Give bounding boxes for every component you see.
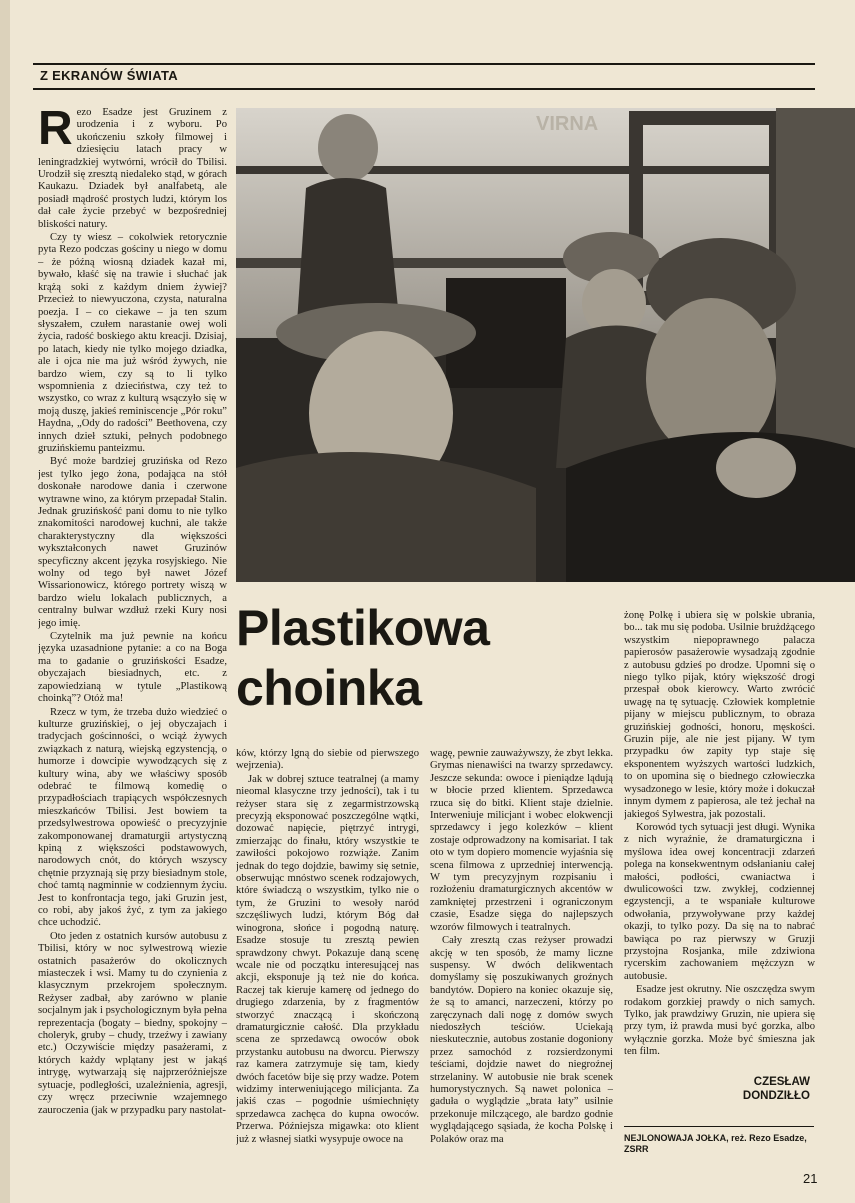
top-rule bbox=[33, 63, 815, 65]
headline-line-2: choinka bbox=[236, 660, 422, 716]
paragraph: Czytelnik ma już pewnie na końcu języka uzasadnione pytanie: a co na Boga ma to gadanie o gruzińskości Esadze, obyczajach biesiadnych, etc. z zapowiedzianą w tytule „Plastikową choinką”? Otóż ma! bbox=[38, 631, 227, 705]
bus-passengers-image bbox=[236, 108, 855, 582]
article-column-3 bbox=[430, 748, 613, 1156]
page-number: 21 bbox=[803, 1171, 818, 1186]
paragraph: wagę, pewnie zauważywszy, że zbyt lekka. Grymas nienawiści na twarzy sprzedawcy. Jeszcze sekunda: owoce i pieniądze lądują w błocie przed klientem. Sprzedawca rzuca się do bitki. Klient staje dzielnie. Interweniuje milicjant i wobec elokwencji sprzedawcy i jego kolezków – klient zostaje odprowadzony na komisariat. I tak oto w tym dopiero momencie wyjaśnia się scena filmowa z uprzedniej interwencją. W tym precyzyjnym rozpisaniu i rozłożeniu dramaturgicznych akcentów w zamkniętej przestrzeni i ograniczonym czasie, Esadze sięga do najlepszych wzorów filmowych i teatralnych. bbox=[430, 748, 613, 933]
author-last-name: DONDZIŁŁO bbox=[742, 1090, 810, 1102]
paragraph: ków, którzy lgną do siebie od pierwszego wejrzenia). bbox=[236, 748, 419, 772]
film-still-photo bbox=[236, 108, 855, 582]
paragraph: Rezo Esadze jest Gruzinem z urodzenia i z wyboru. Po ukończeniu szkoły filmowej i dziesięciu latach pracy w leningradzkiej wytwórni, wrócił do Tbilisi. Urodził się zresztą niedaleko stąd, w górach Kaukazu. Dziadek był analfabetą, ale posiadł mądrość prostych ludzi, którym los dał całe życie przebyć w bezpośredniej bliskości natury. bbox=[38, 107, 227, 230]
paragraph: Korowód tych sytuacji jest długi. Wynika z nich wyraźnie, że dramaturgiczna i myślowa idea owej koncentracji zdarzeń polega na konsekwentnym odsłanianiu całej małości, podłości, cwaniactwa i dwulicowości tzw. zwykłej, codziennej egzystencji, a te wspaniałe kulturowe odwołania, przywoływane przy każdej okazji, to tylko pozy. Da się na to nabrać bawiąca po raz pierwszy w Gruzji przystojna Rosjanka, mile zdziwiona rycerskim zachowaniem mężczyzn w autobusie. bbox=[624, 821, 815, 982]
article-column-4 bbox=[624, 610, 815, 1070]
bus-sign-text: VIRNA bbox=[536, 113, 599, 135]
author-first-name: CZESŁAW bbox=[753, 1076, 810, 1088]
paragraph: Czy ty wiesz – cokolwiek retorycznie pyta Rezo podczas gościny u niego w domu – że późną wiosną dziadek kazał mi, bywało, kłaść się na trawie i słuchać jak krążą soki z każdym dniem żywiej? Przecież to niewyuczona, czysta, naturalna poezja. I – co ciekawe – ja ten szum słyszałem, czułem narastanie owej woli życia, radość boskiego aktu kreacji. Dzisiaj, po latach, kiedy nie tylko mojego dziadka, ale i ojca nie ma już wśród żywych, nie bardzo wiem, czy są to li tylko wspomnienia z dzieciństwa, czy też to wszystko, co wraz z kulturą wsączyło się w moją duszę, jakieś reminiscencje „Pór roku” Haydna, „Ody do radości” Beethovena, czy innych dzieł sztuki, pełnych podobnego gruzińskiemu panteizmu. bbox=[38, 232, 227, 454]
paragraph: żonę Polkę i ubiera się w polskie ubrania, bo... tak mu się podoba. Usilnie brużdżącego wszystkim niepoprawnego palacza papierosów pasażerowie wysadzają zgodnie z autobusu gdzieś po drodze. Upomni się o niego tylko pijak, który większość drogi przespał obok kierowcy. Warto zwrócić uwagę na tę sytuację. Człowiek kompletnie pijany w miejscu publicznym, to obraza gruzińskiej godności, honoru, męskości. Gruzin pije, ale nie jest pijany. W tym przypadku ów zapity typ staje się eksponentem wyższych wartości ludzkich, to on upomina się o biednego człowieczka wysadzonego w lesie, który może i dokuczał innym dymem z papierosa, ale też jechał na jakiegoś Sylwestra, jak pozostali. bbox=[624, 610, 815, 820]
paragraph: Być może bardziej gruzińska od Rezo jest tylko jego żona, podająca na stół doskonałe narodowe dania i czerwone wytrawne wino, za którym przepadał Stalin. Jednak gruzińskość pani domu to nie tylko znakomitości narodowej kuchni, ale także charakterystyczny dla większości wykształconych nawet Gruzinów specyficzny akcent języka rosyjskiego. Nie wolny od tego był nawet Józef Wissarionowicz, którego portrety wiszą w bardzo wielu lokalach publicznych, a centralny bulwar wzdłuż rzeki Kury nosi jego imię. bbox=[38, 456, 227, 629]
paragraph: Jak w dobrej sztuce teatralnej (a mamy nieomal klasyczne trzy jedności), tak i tu reżyser stara się z zegarmistrzowską precyzją eksponować poszczególne wątki, dozować napięcie, piętrzyć intrygi, zmierzając do finału, który wszystkie te zawiłości pokojowo rozwiąże. Zanim jednak do tego dojdzie, bawimy się setnie, obserwując mnóstwo scenek rodzajowych, które świadczą o wszystkim, tylko nie o tym, że Gruzini to wesoły naród szczęśliwych ludzi, którym Bóg dał winogrona, słońce i pogodną naturę. Esadze stosuje tu zresztą pewien sprawdzony chwyt. Pokazuje daną scenę wcale nie od początku interesującej nas akcji, eksponuje ją też nie do końca. Raczej tak kieruje kamerę od jednego do drugiego zdarzenia, by z fragmentów stworzyć znaczącą i skończoną dramaturgicznie całość. Dla przykładu scena ze sprzedawcą owoców obok przystanku autobusu na dworcu. Pierwszy raz kamera zatrzymuje się tam, kiedy dwóch facetów bije się przy wadze. Potem widzimy interweniującego milicjanta. Za jakiś czas – pogodnie uśmiechnięty sprzedawca zachęca do kupna owoców. Przerwa. Późniejsza migawka: oto klient już z własnej siatki wysypuje owoce na bbox=[236, 773, 419, 1145]
credits-rule bbox=[624, 1126, 814, 1127]
article-column-1 bbox=[38, 107, 227, 1159]
section-heading: Z EKRANÓW ŚWIATA bbox=[40, 68, 178, 83]
film-credits: NEJLONOWAJA JOŁKA, reż. Rezo Esadze, ZSRR bbox=[624, 1133, 807, 1154]
article-column-2 bbox=[236, 748, 419, 1156]
page-edge bbox=[0, 0, 10, 1203]
section-rule bbox=[33, 88, 815, 90]
headline-line-1: Plastikowa bbox=[236, 600, 490, 656]
paragraph: Rzecz w tym, że trzeba dużo wiedzieć o kulturze gruzińskiej, o jej obyczajach i tradycjach gościnności, o wciąż żywych związkach z naturą, wiejską egzystencją, o humorze i dowcipie wywodzących się z kultury wina, aby we właściwy sposób odebrać te filmową komedię o przypadłościach trapiących współczesnych mieszkańców Tbilisi. Jest bowiem ta przedsylwestrowa opowieść o precyzyjnie zakomponowanej dramaturgii artystyczną kpiną z większości podstawowych, narodowych cnót, do których wszyscy chętnie przyznają się przy biesiadnym stole, choć tamtą nagminnie w codziennym życiu. Jest to konfrontacja tego, jaki Gruzin jest, co robi, aby jakoś żyć, z tym za jakiego chce uchodzić. bbox=[38, 706, 227, 929]
paragraph: Oto jeden z ostatnich kursów autobusu z Tbilisi, który w noc sylwestrową wiezie ostatnich pasażerów do okolicznych miasteczek i wsi. Mamy tu do czynienia z klasycznym przekrojem społecznym. Reżyser zadbał, aby zarówno w planie socjalnym jak i psychologicznym była pełna reprezentacja (bogaty – biedny, spokojny – choleryk, gruby – chudy, trzeźwy i zawiany etc.) Oczywiście między pasażerami, z których każdy wplątany jest w jakąś intrygę, wytwarzają się najprzeróżniejsze sytuacje, podległości, uzależnienia, agresji, czy wręcz przeciwnie wzajemnego zauroczenia (jak w przypadku pary nastolat- bbox=[38, 930, 227, 1116]
paragraph: Esadze jest okrutny. Nie oszczędza swym rodakom gorzkiej prawdy o nich samych. Tylko, jak prawdziwy Gruzin, nie upiera się przy tym, iż prawda musi być gorzka, albo wyłącznie gorzka. Może być śmieszna jak ten film. bbox=[624, 984, 815, 1058]
author-signature bbox=[690, 1075, 810, 1103]
drop-cap: R bbox=[38, 107, 73, 155]
article-headline bbox=[236, 598, 616, 718]
paragraph: Cały zresztą czas reżyser prowadzi akcję w ten sposób, że mamy liczne suspensy. W dwóch delikwentach domyślamy się poszukiwanych groźnych bandytów. Dopiero na koniec okazuje się, że są to amanci, narzeczeni, którzy po zaręczynach dali nogę z domów swych niedoszłych teściów. Uciekają nieskutecznie, autobus zostanie dogoniony przez samochód z rozsierdzonymi teściami, dojdzie nawet do niegroźnej strzelaniny. W autobusie nie brak scenek humorystycznych. Są nawet polonica – gaduła o wyglądzie „brata łaty” usilnie przekonuje milczącego, ale bardzo godnie wyglądającego sąsiada, że kocha Polskę i Polaków oraz ma bbox=[430, 935, 613, 1145]
